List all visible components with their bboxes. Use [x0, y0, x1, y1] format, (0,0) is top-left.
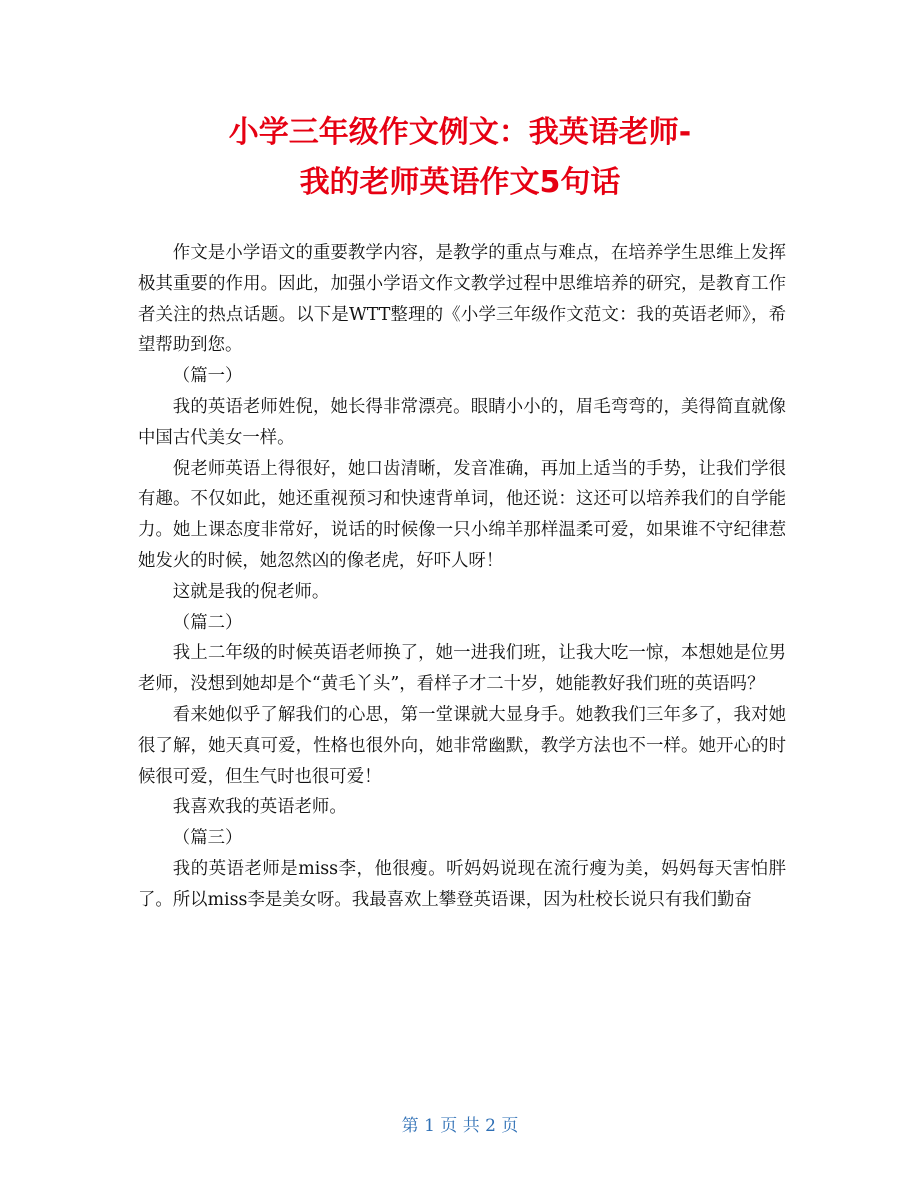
paragraph: 这就是我的倪老师。 [172, 581, 330, 602]
paragraph: 我的英语老师姓倪，她长得非常漂亮。眼睛小小的，眉毛弯弯的，美得简直就像中国古代美女一样。 [138, 396, 786, 448]
paragraph: 倪老师英语上得很好，她口齿清晰，发音准确，再加上适当的手势，让我们学很有趣。不仅如此，她还重视预习和快速背单词，他还说：这还可以培养我们的自学能力。她上课态度非常好，说话的时候像一只小绵羊那样温柔可爱，如果谁不守纪律惹她发火的时候，她忽然凶的像老虎，好吓人呀！ [138, 458, 786, 571]
intro-paragraph: 作文是小学语文的重要教学内容，是教学的重点与难点，在培养学生思维上发挥极其重要的作用。因此，加强小学语文作文教学过程中思维培养的研究，是教育工作者关注的热点话题。以下是WTT整理的《小学三年级作文范文：我的英语老师》，希望帮助到您。 [138, 243, 786, 356]
section-label-1: （篇一） [172, 366, 243, 387]
section-label-2: （篇二） [172, 612, 243, 633]
document-body [138, 238, 786, 916]
title-line-2: 我的老师英语作文5句话 [299, 165, 621, 200]
title-line-1: 小学三年级作文例文：我英语老师- [228, 115, 692, 150]
paragraph: 我上二年级的时候英语老师换了，她一进我们班，让我大吃一惊，本想她是位男老师，没想到她却是个“黄毛丫头”，看样子才二十岁，她能教好我们班的英语吗？ [138, 643, 786, 695]
page-number-footer: 第 1 页 共 2 页 [401, 1116, 519, 1136]
paragraph: 我喜欢我的英语老师。 [172, 797, 347, 818]
paragraph: 看来她似乎了解我们的心思，第一堂课就大显身手。她教我们三年多了，我对她很了解，她天真可爱，性格也很外向，她非常幽默，教学方法也不一样。她开心的时候很可爱，但生气时也很可爱！ [138, 704, 786, 787]
document-title [0, 108, 920, 208]
section-label-3: （篇三） [172, 828, 243, 849]
paragraph: 我的英语老师是miss李，他很瘦。听妈妈说现在流行瘦为美，妈妈每天害怕胖了。所以miss李是美女呀。我最喜欢上攀登英语课，因为杜校长说只有我们勤奋 [138, 858, 786, 910]
